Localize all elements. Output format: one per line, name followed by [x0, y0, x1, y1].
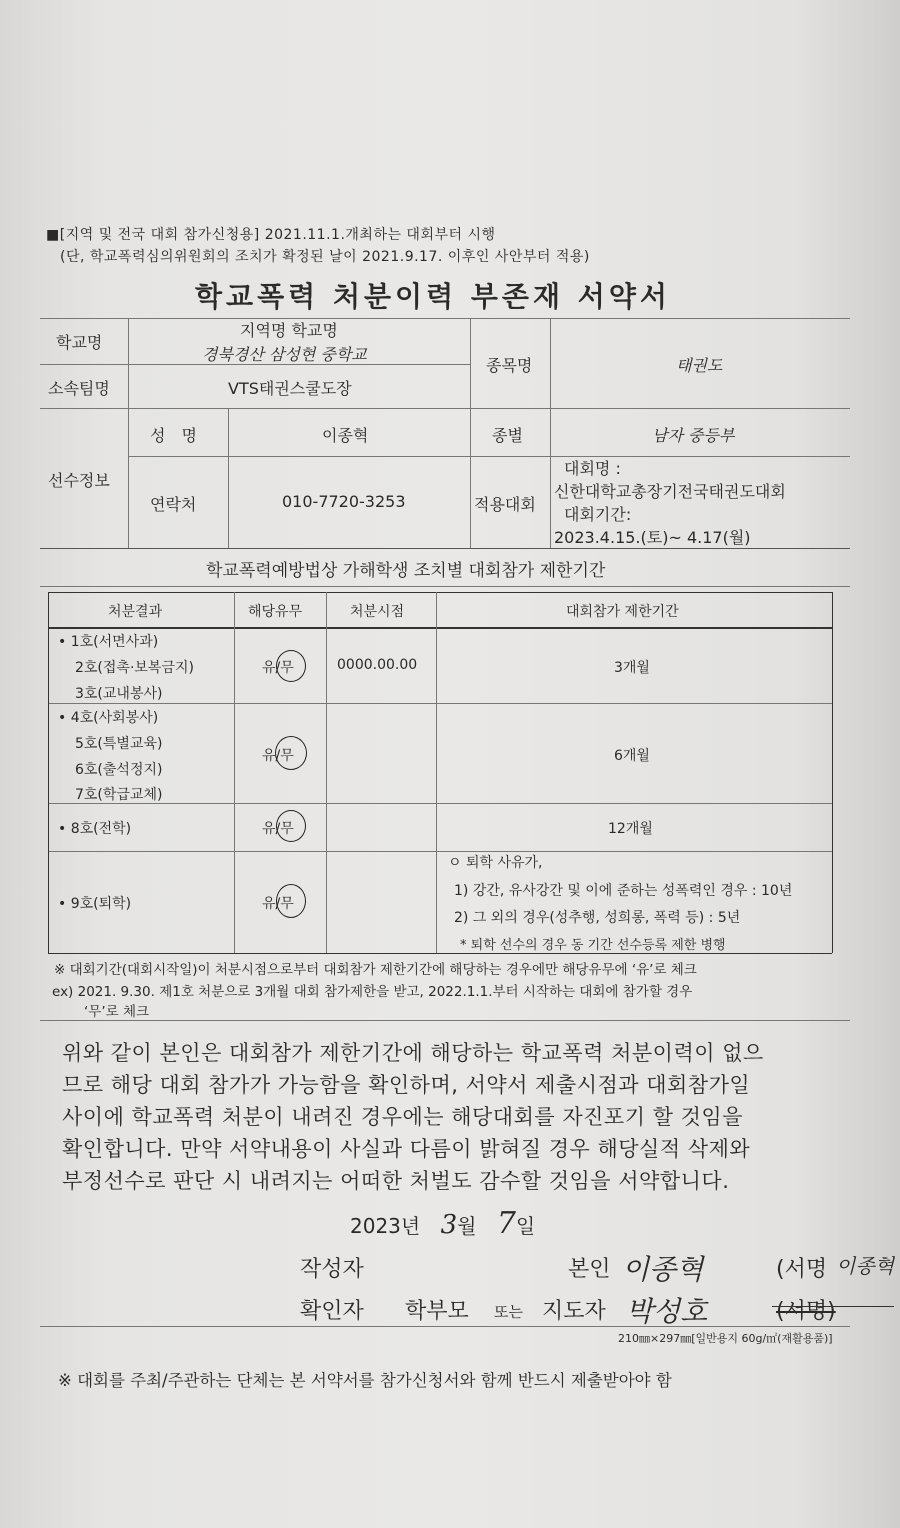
date-year: 2023: [350, 1214, 401, 1238]
pledge-line-3: 사이에 학교폭력 처분이 내려진 경우에는 해당대회를 자진포기 할 것임을: [62, 1105, 743, 1129]
team-value: VTS태권스쿨도장: [228, 379, 352, 398]
header-line-1: ■[지역 및 전국 대회 참가신청용] 2021.11.1.개최하는 대회부터 시행: [46, 227, 496, 243]
coach-sign-label: (서명): [776, 1299, 836, 1324]
division-label: 종별: [492, 426, 523, 445]
name-label: 성 명: [150, 426, 197, 445]
row4-period-line-4: * 퇴학 선수의 경우 동 기간 선수등록 제한 병행: [460, 938, 726, 953]
row2-period: 6개월: [614, 748, 650, 764]
row2-result-4: 7호(학급교체): [75, 787, 163, 803]
row1-check-circle: [276, 650, 306, 682]
row4-period-line-3: 2) 그 외의 경우(성추행, 성희롱, 폭력 등) : 5년: [454, 910, 741, 926]
row4-period-line-1: ㅇ 퇴학 사유가,: [448, 855, 543, 871]
row2-result-1: • 4호(사회봉사): [58, 710, 159, 726]
event-label: 적용대회: [474, 495, 536, 514]
event-period-value: 2023.4.15.(토)~ 4.17(월): [554, 528, 751, 547]
name-value: 이종혁: [322, 426, 369, 445]
event-name-label: 대회명 :: [564, 459, 621, 478]
col-header-period: 대회참가 제한기간: [566, 604, 679, 620]
event-period-label: 대회기간:: [564, 505, 632, 524]
col-header-result: 처분결과: [108, 604, 163, 620]
pledge-line-4: 확인합니다. 만약 서약내용이 사실과 다름이 밝혀질 경우 해당실적 삭제와: [62, 1137, 751, 1161]
coach-label: 지도자: [542, 1299, 606, 1324]
row4-status: 유/무: [262, 896, 294, 912]
date-day-suffix: 일: [515, 1214, 536, 1238]
col-header-date: 처분시점: [350, 604, 405, 620]
coach-name: 박성호: [626, 1295, 708, 1328]
confirmer-label: 확인자: [300, 1299, 364, 1324]
date-year-suffix: 년: [400, 1214, 421, 1238]
school-caption: 지역명 학교명: [240, 321, 338, 340]
date-month: 3: [440, 1210, 458, 1240]
parent-label: 학부모: [405, 1299, 469, 1324]
pledge-line-1: 위와 같이 본인은 대회참가 제한기간에 해당하는 학교폭력 처분이력이 없으: [62, 1041, 764, 1065]
self-signature-mark: 이종혁: [836, 1254, 894, 1278]
date-day: 7: [496, 1206, 516, 1241]
footer-note: ※ 대회를 주최/주관하는 단체는 본 서약서를 참가신청서와 함께 반드시 제출받아야 함: [58, 1371, 672, 1390]
contact-label: 연락처: [150, 495, 197, 514]
division-value: 남자 중등부: [652, 426, 735, 445]
row4-period-line-2: 1) 강간, 유사강간 및 이에 준하는 성폭력인 경우 : 10년: [454, 883, 793, 899]
row1-result-1: • 1호(서면사과): [58, 634, 159, 650]
row3-status: 유/무: [262, 821, 294, 837]
signature-strike: [772, 1306, 894, 1307]
row4-result-1: • 9호(퇴학): [58, 896, 132, 912]
row4-check-circle: [276, 884, 306, 918]
document-title: 학교폭력 처분이력 부존재 서약서: [195, 280, 671, 313]
row2-status: 유/무: [262, 748, 294, 764]
author-label: 작성자: [300, 1257, 364, 1282]
event-name-value: 신한대학교총장기전국태권도대회: [554, 482, 786, 501]
col-header-status: 해당유무: [248, 604, 303, 620]
section-divider: [40, 586, 850, 587]
row3-period: 12개월: [608, 821, 653, 837]
header-line-2: (단, 학교폭력심의위원회의 조치가 확정된 날이 2021.9.17. 이후인 사안부터 적용): [60, 249, 590, 265]
self-name: 이종혁: [622, 1253, 704, 1286]
team-label: 소속팀명: [48, 379, 110, 398]
note-2: ex) 2021. 9.30. 제1호 처분으로 3개월 대회 참가제한을 받고, 2022.1.1.부터 시작하는 대회에 참가할 경우: [52, 984, 693, 1000]
row3-check-circle: [276, 810, 306, 842]
row1-result-3: 3호(교내봉사): [75, 686, 163, 702]
section-title: 학교폭력예방법상 가해학생 조치별 대회참가 제한기간: [206, 561, 606, 581]
sport-value: 태권도: [676, 356, 723, 375]
sign-label: (서명: [776, 1257, 828, 1282]
row2-check-circle: [275, 736, 307, 770]
row3-result-1: • 8호(전학): [58, 821, 132, 837]
contact-value: 010-7720-3253: [282, 492, 406, 511]
row1-result-2: 2호(접촉·보복금지): [75, 660, 194, 676]
or-label: 또는: [494, 1303, 523, 1321]
player-info-label: 선수정보: [48, 471, 110, 490]
sport-label: 종목명: [486, 356, 533, 375]
sign-date: [350, 1206, 535, 1241]
note-3: ‘무’로 체크: [84, 1004, 150, 1020]
bottom-divider: [40, 1326, 850, 1327]
date-month-suffix: 월: [457, 1214, 477, 1238]
notes-divider: [40, 1020, 850, 1021]
row2-result-3: 6호(출석정지): [75, 762, 163, 778]
row1-period: 3개월: [614, 660, 650, 676]
school-value: 경북경산 삼성현 중학교: [202, 345, 367, 364]
row1-date: 0000.00.00: [337, 657, 418, 673]
pledge-line-2: 므로 해당 대회 참가가 가능함을 확인하며, 서약서 제출시점과 대회참가일: [62, 1073, 751, 1097]
row1-status: 유/무: [262, 660, 294, 676]
paper-spec: 210㎜×297㎜[일반용지 60g/㎡(재활용품)]: [618, 1332, 833, 1345]
note-1: ※ 대회기간(대회시작일)이 처분시점으로부터 대회참가 제한기간에 해당하는 경우에만 해당유무에 ‘유’로 체크: [54, 962, 697, 978]
self-label: 본인: [568, 1257, 611, 1282]
school-label: 학교명: [56, 333, 103, 352]
pledge-line-5: 부정선수로 판단 시 내려지는 어떠한 처벌도 감수할 것임을 서약합니다.: [62, 1169, 730, 1193]
row2-result-2: 5호(특별교육): [75, 736, 163, 752]
